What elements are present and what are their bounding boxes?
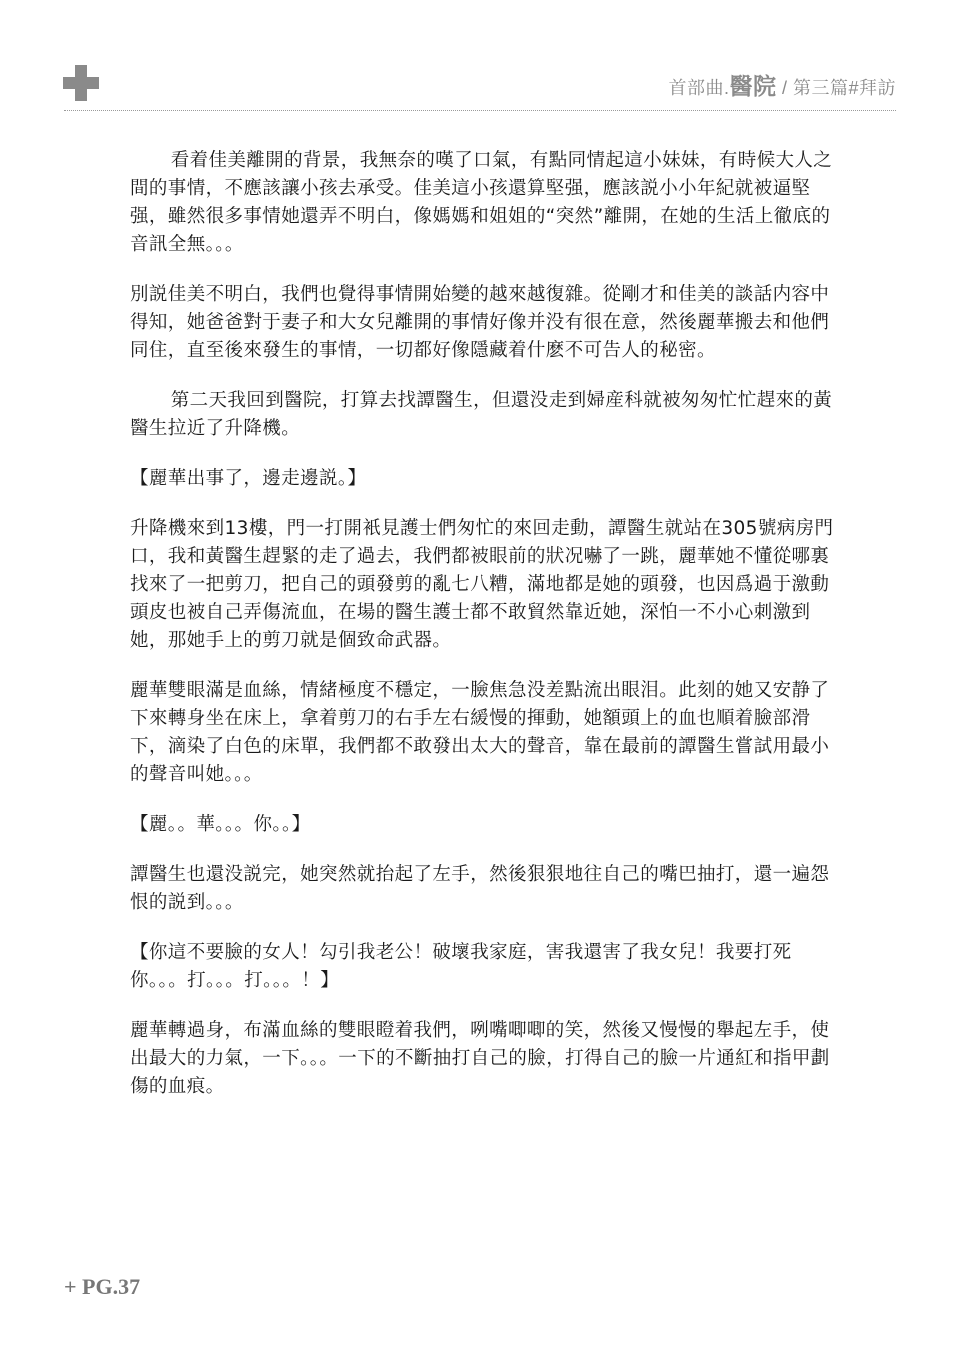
- paragraph: 別説佳美不明白，我們也覺得事情開始變的越來越復雜。從剛才和佳美的談話内容中得知，她爸爸對于妻子和大女兒離開的事情好像并没有很在意，然後麗華搬去和他們同住，直至後來發生的事情，一切都好像隱藏着什麽不可告人的秘密。: [130, 284, 830, 361]
- paragraph: 看着佳美離開的背景，我無奈的嘆了口氣，有點同情起這小妹妹，有時候大人之間的事情，不應該讓小孩去承受。佳美這小孩還算堅强，應該説小小年紀就被逼堅强，雖然很多事情她還弄不明白，像媽媽和姐姐的“突然”離開，在她的生活上徹底的音訊全無。。。: [130, 150, 833, 255]
- paragraph: 麗華雙眼滿是血絲，情緒極度不穩定，一臉焦急没差點流出眼泪。此刻的她又安静了下來轉身坐在床上，拿着剪刀的右手左右緩慢的揮動，她額頭上的血也順着臉部滑下，滴染了白色的床單，我們都不敢發出太大的聲音，靠在最前的譚醫生嘗試用最小的聲音叫她。。。: [130, 680, 830, 785]
- paragraph: 譚醫生也還没説完，她突然就抬起了左手，然後狠狠地往自己的嘴巴抽打，還一遍怨恨的説到。。。: [130, 864, 830, 913]
- header-hospital: 醫院: [729, 73, 777, 99]
- paragraph: 【麗華出事了，邊走邊説。】: [130, 468, 367, 489]
- paragraph: 【麗。。華。。。你。。】: [130, 814, 311, 835]
- header-divider: [64, 110, 896, 111]
- plus-logo-icon: [63, 65, 99, 101]
- paragraph: 第二天我回到醫院，打算去找譚醫生，但還没走到婦産科就被匆匆忙忙趕來的黃醫生拉近了升降機。: [130, 390, 833, 439]
- paragraph: 升降機來到13樓，門一打開衹見護士們匆忙的來回走動，譚醫生就站在305號病房門口，我和黃醫生趕緊的走了過去，我們都被眼前的狀况嚇了一跳，麗華她不懂從哪裏找來了一把剪刀，把自己的頭發剪的亂七八糟，滿地都是她的頭發，也因爲過于激動頭皮也被自己弄傷流血，在場的醫生護士都不敢貿然靠近她，深怕一不小心刺激到她，那她手上的剪刀就是個致命武器。: [130, 518, 834, 651]
- body-text: [130, 147, 835, 1123]
- page-number: + PG.37: [64, 1274, 141, 1299]
- header-prefix: 首部曲.: [668, 78, 730, 98]
- paragraph: 【你這不要臉的女人！勾引我老公！破壞我家庭，害我還害了我女兒！我要打死你。。。打。。。打。。。！】: [130, 942, 792, 991]
- header-suffix: / 第三篇#拜訪: [776, 78, 896, 98]
- paragraph: 麗華轉過身，布滿血絲的雙眼瞪着我們，咧嘴唧唧的笑，然後又慢慢的舉起左手，使出最大的力氣，一下。。。一下的不斷抽打自己的臉，打得自己的臉一片通紅和指甲劃傷的血痕。: [130, 1020, 830, 1097]
- running-header: [668, 68, 896, 101]
